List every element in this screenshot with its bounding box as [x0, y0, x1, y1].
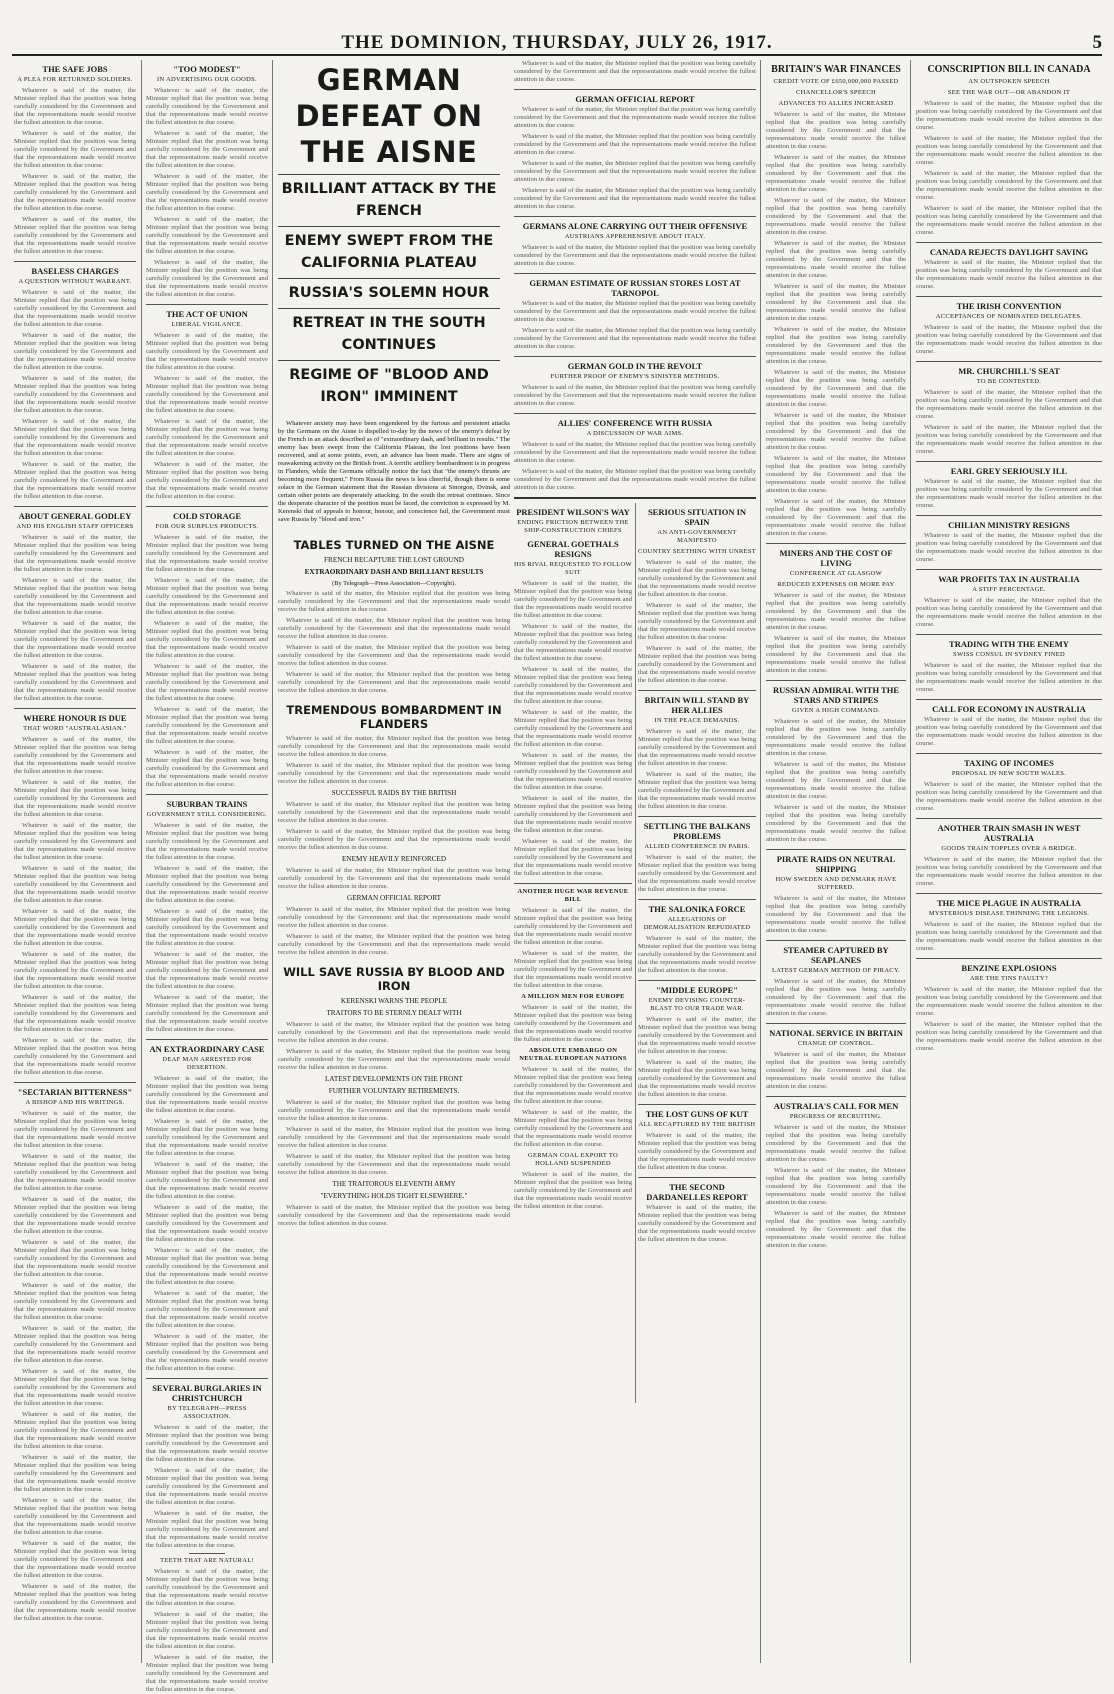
subhead: A QUESTION WITHOUT WARRANT.	[18, 278, 132, 285]
lead-story-block	[278, 60, 756, 1663]
column-6: PRESIDENT WILSON'S WAY ENDING FRICTION BETWEEN THE SHIP-CONSTRUCTION CHIEFS GENERAL GOETHALS RESIGNS HIS RIVAL REQUESTED TO FOLLOW SUIT Whatever is said of the matter, the Minister replied that the position was being carefully considered by the Government and that the representations made would receive the fullest attention in due course. Whatever is said of the matter, the Minister replied that the position was being carefully considered by the Government and that the representations made would receive the fullest attention in due course. Whatever is said of the matter, the Minister replied that the position was being carefully considered by the Government and that the representations made would receive the fullest attention in due course. Whatever is said of the matter, the Minister replied that the position was being carefully considered by the Government and that the representations made would receive the fullest attention in due course. Whatever is said of the matter, the Minister replied that the position was being carefully considered by the Government and that the representations made would receive the fullest attention in due course. Whatever is said of the matter, the Minister replied that the position was being carefully considered by the Government and that the representations made would receive the fullest attention in due course. Whatever is said of the matter, the Minister replied that the position was being carefully considered by the Government and that the representations made would receive the fullest attention in due course. ANOTHER HUGE WAR REVENUE BILL Whatever is said of the matter, the Minister replied that the position was being carefully considered by the Government and that the representations made would receive the fullest attention in due course. Whatever is said of the matter, the Minister replied that the position was being carefully considered by the Government and that the representations made would receive the fullest attention in due course. A MILLION MEN FOR EUROPE Whatever is said of the matter, the Minister replied that the position was being carefully considered by the Government and that the representations made would receive the fullest attention in due course. ABSOLUTE EMBARGO ON NEUTRAL EUROPEAN NATIONS Whatever is said of the matter, the Minister replied that the position was being carefully considered by the Government and that the representations made would receive the fullest attention in due course. Whatever is said of the matter, the Minister replied that the position was being carefully considered by the Government and that the representations made would receive the fullest attention in due course. GERMAN COAL EXPORT TO HOLLAND SUSPENDED Whatever is said of the matter, the Minister replied that the position was being carefully considered by the Government and that the representations made would receive the fullest attention in due course.	[514, 507, 632, 1210]
headline-cold-storage: COLD STORAGE	[172, 511, 242, 521]
headline-churchill: MR. CHURCHILL'S SEAT	[958, 366, 1060, 376]
headline-mice-plague: THE MICE PLAGUE IN AUSTRALIA	[936, 898, 1082, 908]
headline-extraordinary-case: AN EXTRAORDINARY CASE	[149, 1044, 265, 1054]
lead-story-body: TABLES TURNED ON THE AISNE FRENCH RECAPTURE THE LOST GROUND EXTRAORDINARY DASH AND BRILLIANT RESULTS (By Telegraph—Press Association—Copyright). Whatever is said of the matter, the Minister replied that the position was being carefully considered by the Government and that the representations made would receive the fullest attention in due course. Whatever is said of the matter, the Minister replied that the position was being carefully considered by the Government and that the representations made would receive the fullest attention in due course. Whatever is said of the matter, the Minister replied that the position was being carefully considered by the Government and that the representations made would receive the fullest attention in due course. Whatever is said of the matter, the Minister replied that the position was being carefully considered by the Government and that the representations made would receive the fullest attention in due course. TREMENDOUS BOMBARDMENT IN FLANDERS Whatever is said of the matter, the Minister replied that the position was being carefully considered by the Government and that the representations made would receive the fullest attention in due course. Whatever is said of the matter, the Minister replied that the position was being carefully considered by the Government and that the representations made would receive the fullest attention in due course. SUCCESSFUL RAIDS BY THE BRITISH Whatever is said of the matter, the Minister replied that the position was being carefully considered by the Government and that the representations made would receive the fullest attention in due course. Whatever is said of the matter, the Minister replied that the position was being carefully considered by the Government and that the representations made would receive the fullest attention in due course. ENEMY HEAVILY REINFORCED Whatever is said of the matter, the Minister replied that the position was being carefully considered by the Government and that the representations made would receive the fullest attention in due course. GERMAN OFFICIAL REPORT Whatever is said of the matter, the Minister replied that the position was being carefully considered by the Government and that the representations made would receive the fullest attention in due course. Whatever is said of the matter, the Minister replied that the position was being carefully considered by the Government and that the representations made would receive the fullest attention in due course. WILL SAVE RUSSIA BY BLOOD AND IRON KERENSKI WARNS THE PEOPLE TRAITORS TO BE STERNLY DEALT WITH Whatever is said of the matter, the Minister replied that the position was being carefully considered by the Government and that the representations made would receive the fullest attention in due course. Whatever is said of the matter, the Minister replied that the position was being carefully considered by the Government and that the representations made would receive the fullest attention in due course. LATEST DEVELOPMENTS ON THE FRONT FURTHER VOLUNTARY RETIREMENTS. Whatever is said of the matter, the Minister replied that the position was being carefully considered by the Government and that the representations made would receive the fullest attention in due course. Whatever is said of the matter, the Minister replied that the position was being carefully considered by the Government and that the representations made would receive the fullest attention in due course. Whatever is said of the matter, the Minister replied that the position was being carefully considered by the Government and that the representations made would receive the fullest attention in due course. THE TRAITOROUS ELEVENTH ARMY "EVERYTHING HOLDS TIGHT ELSEWHERE." Whatever is said of the matter, the Minister replied that the position was being carefully considered by the Government and that the representations made would receive the fullest attention in due course.	[278, 538, 510, 1227]
headline-irish-convention: THE IRISH CONVENTION	[956, 301, 1062, 311]
headline-deck-e: REGIME OF "BLOOD AND IRON" IMMINENT	[278, 360, 500, 408]
headline-russian-admiral: RUSSIAN ADMIRAL WITH THE STARS AND STRIPES	[772, 685, 900, 705]
headline-economy: CALL FOR ECONOMY IN AUSTRALIA	[932, 704, 1086, 714]
headline-honour: WHERE HONOUR IS DUE	[23, 713, 127, 723]
headline-kut: THE LOST GUNS OF KUT	[645, 1109, 749, 1119]
subhead: A BISHOP AND HIS WRITINGS.	[25, 1099, 125, 1106]
headline-general-godley: ABOUT GENERAL GODLEY	[18, 511, 132, 521]
headline-suburban-trains: SUBURBAN TRAINS	[166, 799, 248, 809]
headline-taxing-incomes: TAXING OF INCOMES	[964, 758, 1054, 768]
section-blood-and-iron: WILL SAVE RUSSIA BY BLOOD AND IRON	[283, 965, 505, 993]
column-9: CONSCRIPTION BILL IN CANADA AN OUTSPOKEN SPEECH SEE THE WAR OUT—OR ABANDON IT Whatever is said of the matter, the Minister replied that the position was being carefully considered by the Government and that the representations made would receive the fullest attention in due course. Whatever is said of the matter, the Minister replied that the position was being carefully considered by the Government and that the representations made would receive the fullest attention in due course. Whatever is said of the matter, the Minister replied that the position was being carefully considered by the Government and that the representations made would receive the fullest attention in due course. Whatever is said of the matter, the Minister replied that the position was being carefully considered by the Government and that the representations made would receive the fullest attention in due course. CANADA REJECTS DAYLIGHT SAVING Whatever is said of the matter, the Minister replied that the position was being carefully considered by the Government and that the representations made would receive the fullest attention in due course. THE IRISH CONVENTION ACCEPTANCES OF NOMINATED DELEGATES. Whatever is said of the matter, the Minister replied that the position was being carefully considered by the Government and that the representations made would receive the fullest attention in due course. MR. CHURCHILL'S SEAT TO BE CONTESTED. Whatever is said of the matter, the Minister replied that the position was being carefully considered by the Government and that the representations made would receive the fullest attention in due course. Whatever is said of the matter, the Minister replied that the position was being carefully considered by the Government and that the representations made would receive the fullest attention in due course. EARL GREY SERIOUSLY ILL Whatever is said of the matter, the Minister replied that the position was being carefully considered by the Government and that the representations made would receive the fullest attention in due course. CHILIAN MINISTRY RESIGNS Whatever is said of the matter, the Minister replied that the position was being carefully considered by the Government and that the representations made would receive the fullest attention in due course. WAR PROFITS TAX IN AUSTRALIA A STIFF PERCENTAGE. Whatever is said of the matter, the Minister replied that the position was being carefully considered by the Government and that the representations made would receive the fullest attention in due course. TRADING WITH THE ENEMY SWISS CONSUL IN SYDNEY FINED Whatever is said of the matter, the Minister replied that the position was being carefully considered by the Government and that the representations made would receive the fullest attention in due course. CALL FOR ECONOMY IN AUSTRALIA Whatever is said of the matter, the Minister replied that the position was being carefully considered by the Government and that the representations made would receive the fullest attention in due course. TAXING OF INCOMES PROPOSAL IN NEW SOUTH WALES. Whatever is said of the matter, the Minister replied that the position was being carefully considered by the Government and that the representations made would receive the fullest attention in due course. ANOTHER TRAIN SMASH IN WEST AUSTRALIA GOODS TRAIN TOPPLES OVER A BRIDGE. Whatever is said of the matter, the Minister replied that the position was being carefully considered by the Government and that the representations made would receive the fullest attention in due course. THE MICE PLAGUE IN AUSTRALIA MYSTERIOUS DISEASE THINNING THE LEGIONS. Whatever is said of the matter, the Minister replied that the position was being carefully considered by the Government and that the representations made would receive the fullest attention in due course. BENZINE EXPLOSIONS ARE THE TINS FAULTY? Whatever is said of the matter, the Minister replied that the position was being carefully considered by the Government and that the representations made would receive the fullest attention in due course. Whatever is said of the matter, the Minister replied that the position was being carefully considered by the Government and that the representations made would receive the fullest attention in due course.	[916, 64, 1102, 1052]
headline-german-report: GERMAN OFFICIAL REPORT	[575, 94, 695, 104]
subhead: A PLEA FOR RETURNED SOLDIERS.	[17, 76, 133, 83]
headline-dardanelles: THE SECOND DARDANELLES REPORT	[646, 1182, 748, 1202]
headline-pirate-raids: PIRATE RAIDS ON NEUTRAL SHIPPING	[776, 854, 896, 874]
column-rule	[760, 60, 761, 1663]
headline-burglaries: SEVERAL BURGLARIES IN CHRISTCHURCH	[152, 1383, 262, 1403]
masthead	[12, 28, 1102, 56]
headline-war-finances: BRITAIN'S WAR FINANCES	[771, 64, 901, 75]
headline-allies-conference: ALLIES' CONFERENCE WITH RUSSIA	[557, 418, 713, 428]
column-rule	[141, 60, 142, 1663]
column-1: THE SAFE JOBS A PLEA FOR RETURNED SOLDIERS. Whatever is said of the matter, the Minister replied that the position was being carefully considered by the Government and that the representations made would receive the fullest attention in due course. Whatever is said of the matter, the Minister replied that the position was being carefully considered by the Government and that the representations made would receive the fullest attention in due course. Whatever is said of the matter, the Minister replied that the position was being carefully considered by the Government and that the representations made would receive the fullest attention in due course. Whatever is said of the matter, the Minister replied that the position was being carefully considered by the Government and that the representations made would receive the fullest attention in due course. BASELESS CHARGES A QUESTION WITHOUT WARRANT. Whatever is said of the matter, the Minister replied that the position was being carefully considered by the Government and that the representations made would receive the fullest attention in due course. Whatever is said of the matter, the Minister replied that the position was being carefully considered by the Government and that the representations made would receive the fullest attention in due course. Whatever is said of the matter, the Minister replied that the position was being carefully considered by the Government and that the representations made would receive the fullest attention in due course. Whatever is said of the matter, the Minister replied that the position was being carefully considered by the Government and that the representations made would receive the fullest attention in due course. Whatever is said of the matter, the Minister replied that the position was being carefully considered by the Government and that the representations made would receive the fullest attention in due course. ABOUT GENERAL GODLEY AND HIS ENGLISH STAFF OFFICERS Whatever is said of the matter, the Minister replied that the position was being carefully considered by the Government and that the representations made would receive the fullest attention in due course. Whatever is said of the matter, the Minister replied that the position was being carefully considered by the Government and that the representations made would receive the fullest attention in due course. Whatever is said of the matter, the Minister replied that the position was being carefully considered by the Government and that the representations made would receive the fullest attention in due course. Whatever is said of the matter, the Minister replied that the position was being carefully considered by the Government and that the representations made would receive the fullest attention in due course. WHERE HONOUR IS DUE THAT WORD "AUSTRALASIAN." Whatever is said of the matter, the Minister replied that the position was being carefully considered by the Government and that the representations made would receive the fullest attention in due course. Whatever is said of the matter, the Minister replied that the position was being carefully considered by the Government and that the representations made would receive the fullest attention in due course. Whatever is said of the matter, the Minister replied that the position was being carefully considered by the Government and that the representations made would receive the fullest attention in due course. Whatever is said of the matter, the Minister replied that the position was being carefully considered by the Government and that the representations made would receive the fullest attention in due course. Whatever is said of the matter, the Minister replied that the position was being carefully considered by the Government and that the representations made would receive the fullest attention in due course. Whatever is said of the matter, the Minister replied that the position was being carefully considered by the Government and that the representations made would receive the fullest attention in due course. Whatever is said of the matter, the Minister replied that the position was being carefully considered by the Government and that the representations made would receive the fullest attention in due course. Whatever is said of the matter, the Minister replied that the position was being carefully considered by the Government and that the representations made would receive the fullest attention in due course. "SECTARIAN BITTERNESS" A BISHOP AND HIS WRITINGS. Whatever is said of the matter, the Minister replied that the position was being carefully considered by the Government and that the representations made would receive the fullest attention in due course. Whatever is said of the matter, the Minister replied that the position was being carefully considered by the Government and that the representations made would receive the fullest attention in due course. Whatever is said of the matter, the Minister replied that the position was being carefully considered by the Government and that the representations made would receive the fullest attention in due course. Whatever is said of the matter, the Minister replied that the position was being carefully considered by the Government and that the representations made would receive the fullest attention in due course. Whatever is said of the matter, the Minister replied that the position was being carefully considered by the Government and that the representations made would receive the fullest attention in due course. Whatever is said of the matter, the Minister replied that the position was being carefully considered by the Government and that the representations made would receive the fullest attention in due course. Whatever is said of the matter, the Minister replied that the position was being carefully considered by the Government and that the representations made would receive the fullest attention in due course. Whatever is said of the matter, the Minister replied that the position was being carefully considered by the Government and that the representations made would receive the fullest attention in due course. Whatever is said of the matter, the Minister replied that the position was being carefully considered by the Government and that the representations made would receive the fullest attention in due course. Whatever is said of the matter, the Minister replied that the position was being carefully considered by the Government and that the representations made would receive the fullest attention in due course. Whatever is said of the matter, the Minister replied that the position was being carefully considered by the Government and that the representations made would receive the fullest attention in due course. Whatever is said of the matter, the Minister replied that the position was being carefully considered by the Government and that the representations made would receive the fullest attention in due course.	[14, 64, 136, 1622]
subhead: AND HIS ENGLISH STAFF OFFICERS	[16, 523, 134, 530]
column-7: SERIOUS SITUATION IN SPAIN AN ANTI-GOVERNMENT MANIFESTO COUNTRY SEETHING WITH UNREST Whatever is said of the matter, the Minister replied that the position was being carefully considered by the Government and that the representations made would receive the fullest attention in due course. Whatever is said of the matter, the Minister replied that the position was being carefully considered by the Government and that the representations made would receive the fullest attention in due course. Whatever is said of the matter, the Minister replied that the position was being carefully considered by the Government and that the representations made would receive the fullest attention in due course. BRITAIN WILL STAND BY HER ALLIES IN THE PEACE DEMANDS. Whatever is said of the matter, the Minister replied that the position was being carefully considered by the Government and that the representations made would receive the fullest attention in due course. Whatever is said of the matter, the Minister replied that the position was being carefully considered by the Government and that the representations made would receive the fullest attention in due course. SETTLING THE BALKANS PROBLEMS ALLIED CONFERENCE IN PARIS. Whatever is said of the matter, the Minister replied that the position was being carefully considered by the Government and that the representations made would receive the fullest attention in due course. THE SALONIKA FORCE ALLEGATIONS OF DEMORALISATION REPUDIATED Whatever is said of the matter, the Minister replied that the position was being carefully considered by the Government and that the representations made would receive the fullest attention in due course. "MIDDLE EUROPE" ENEMY DEVISING COUNTER-BLAST TO OUR TRADE WAR. Whatever is said of the matter, the Minister replied that the position was being carefully considered by the Government and that the representations made would receive the fullest attention in due course. Whatever is said of the matter, the Minister replied that the position was being carefully considered by the Government and that the representations made would receive the fullest attention in due course. THE LOST GUNS OF KUT ALL RECAPTURED BY THE BRITISH Whatever is said of the matter, the Minister replied that the position was being carefully considered by the Government and that the representations made would receive the fullest attention in due course. THE SECOND DARDANELLES REPORT Whatever is said of the matter, the Minister replied that the position was being carefully considered by the Government and that the representations made would receive the fullest attention in due course.	[638, 507, 756, 1243]
headline-salonika: THE SALONIKA FORCE	[648, 904, 746, 914]
main-headline: GERMAN DEFEAT ON THE AISNE	[295, 63, 483, 169]
column-8: BRITAIN'S WAR FINANCES CREDIT VOTE OF £650,000,000 PASSED CHANCELLOR'S SPEECH ADVANCES TO ALLIES INCREASED Whatever is said of the matter, the Minister replied that the position was being carefully considered by the Government and that the representations made would receive the fullest attention in due course. Whatever is said of the matter, the Minister replied that the position was being carefully considered by the Government and that the representations made would receive the fullest attention in due course. Whatever is said of the matter, the Minister replied that the position was being carefully considered by the Government and that the representations made would receive the fullest attention in due course. Whatever is said of the matter, the Minister replied that the position was being carefully considered by the Government and that the representations made would receive the fullest attention in due course. Whatever is said of the matter, the Minister replied that the position was being carefully considered by the Government and that the representations made would receive the fullest attention in due course. Whatever is said of the matter, the Minister replied that the position was being carefully considered by the Government and that the representations made would receive the fullest attention in due course. Whatever is said of the matter, the Minister replied that the position was being carefully considered by the Government and that the representations made would receive the fullest attention in due course. Whatever is said of the matter, the Minister replied that the position was being carefully considered by the Government and that the representations made would receive the fullest attention in due course. Whatever is said of the matter, the Minister replied that the position was being carefully considered by the Government and that the representations made would receive the fullest attention in due course. Whatever is said of the matter, the Minister replied that the position was being carefully considered by the Government and that the representations made would receive the fullest attention in due course. MINERS AND THE COST OF LIVING CONFERENCE AT GLASGOW REDUCED EXPENSES OR MORE PAY Whatever is said of the matter, the Minister replied that the position was being carefully considered by the Government and that the representations made would receive the fullest attention in due course. Whatever is said of the matter, the Minister replied that the position was being carefully considered by the Government and that the representations made would receive the fullest attention in due course. RUSSIAN ADMIRAL WITH THE STARS AND STRIPES GIVEN A HIGH COMMAND. Whatever is said of the matter, the Minister replied that the position was being carefully considered by the Government and that the representations made would receive the fullest attention in due course. Whatever is said of the matter, the Minister replied that the position was being carefully considered by the Government and that the representations made would receive the fullest attention in due course. Whatever is said of the matter, the Minister replied that the position was being carefully considered by the Government and that the representations made would receive the fullest attention in due course. PIRATE RAIDS ON NEUTRAL SHIPPING HOW SWEDEN AND DENMARK HAVE SUFFERED. Whatever is said of the matter, the Minister replied that the position was being carefully considered by the Government and that the representations made would receive the fullest attention in due course. STEAMER CAPTURED BY SEAPLANES LATEST GERMAN METHOD OF PIRACY. Whatever is said of the matter, the Minister replied that the position was being carefully considered by the Government and that the representations made would receive the fullest attention in due course. NATIONAL SERVICE IN BRITAIN CHANGE OF CONTROL. Whatever is said of the matter, the Minister replied that the position was being carefully considered by the Government and that the representations made would receive the fullest attention in due course. AUSTRALIA'S CALL FOR MEN PROGRESS OF RECRUITING. Whatever is said of the matter, the Minister replied that the position was being carefully considered by the Government and that the representations made would receive the fullest attention in due course. Whatever is said of the matter, the Minister replied that the position was being carefully considered by the Government and that the representations made would receive the fullest attention in due course. Whatever is said of the matter, the Minister replied that the position was being carefully considered by the Government and that the representations made would receive the fullest attention in due course.	[766, 64, 906, 1249]
column-rule	[272, 60, 273, 1663]
headline-deck-c: RUSSIA'S SOLEMN HOUR	[278, 278, 500, 304]
headline-chilian-ministry: CHILIAN MINISTRY RESIGNS	[948, 520, 1070, 530]
headline-earl-grey: EARL GREY SERIOUSLY ILL	[950, 466, 1068, 476]
masthead-title: THE DOMINION, THURSDAY, JULY 26, 1917.	[341, 32, 773, 53]
headline-trading-enemy: TRADING WITH THE ENEMY	[949, 639, 1069, 649]
subhead: THAT WORD "AUSTRALASIAN."	[23, 725, 127, 732]
headline-benzine: BENZINE EXPLOSIONS	[961, 963, 1057, 973]
headline-german-gold: GERMAN GOLD IN THE REVOLT	[567, 361, 703, 371]
section-tables-turned: TABLES TURNED ON THE AISNE	[293, 538, 495, 552]
headline-national-service: NATIONAL SERVICE IN BRITAIN	[769, 1028, 903, 1038]
page-number: 5	[1092, 32, 1102, 53]
column-rule	[910, 60, 911, 1663]
headline-war-profits: WAR PROFITS TAX IN AUSTRALIA	[938, 574, 1080, 584]
headline-balkans: SETTLING THE BALKANS PROBLEMS	[643, 821, 751, 841]
headline-deck-a: BRILLIANT ATTACK BY THE FRENCH	[278, 174, 500, 222]
headline-tarnopol: GERMAN ESTIMATE OF RUSSIAN STORES LOST AT TARNOPOL	[529, 278, 741, 298]
lead-story	[278, 420, 748, 527]
headline-sectarian: "SECTARIAN BITTERNESS"	[17, 1087, 133, 1097]
headline-britain-allies: BRITAIN WILL STAND BY HER ALLIES	[644, 695, 750, 715]
column-2: "TOO MODEST" IN ADVERTISING OUR GOODS. Whatever is said of the matter, the Minister replied that the position was being carefully considered by the Government and that the representations made would receive the fullest attention in due course. Whatever is said of the matter, the Minister replied that the position was being carefully considered by the Government and that the representations made would receive the fullest attention in due course. Whatever is said of the matter, the Minister replied that the position was being carefully considered by the Government and that the representations made would receive the fullest attention in due course. Whatever is said of the matter, the Minister replied that the position was being carefully considered by the Government and that the representations made would receive the fullest attention in due course. Whatever is said of the matter, the Minister replied that the position was being carefully considered by the Government and that the representations made would receive the fullest attention in due course. THE ACT OF UNION LIBERAL VIGILANCE. Whatever is said of the matter, the Minister replied that the position was being carefully considered by the Government and that the representations made would receive the fullest attention in due course. Whatever is said of the matter, the Minister replied that the position was being carefully considered by the Government and that the representations made would receive the fullest attention in due course. Whatever is said of the matter, the Minister replied that the position was being carefully considered by the Government and that the representations made would receive the fullest attention in due course. Whatever is said of the matter, the Minister replied that the position was being carefully considered by the Government and that the representations made would receive the fullest attention in due course. COLD STORAGE FOR OUR SURPLUS PRODUCTS. Whatever is said of the matter, the Minister replied that the position was being carefully considered by the Government and that the representations made would receive the fullest attention in due course. Whatever is said of the matter, the Minister replied that the position was being carefully considered by the Government and that the representations made would receive the fullest attention in due course. Whatever is said of the matter, the Minister replied that the position was being carefully considered by the Government and that the representations made would receive the fullest attention in due course. Whatever is said of the matter, the Minister replied that the position was being carefully considered by the Government and that the representations made would receive the fullest attention in due course. Whatever is said of the matter, the Minister replied that the position was being carefully considered by the Government and that the representations made would receive the fullest attention in due course. Whatever is said of the matter, the Minister replied that the position was being carefully considered by the Government and that the representations made would receive the fullest attention in due course. SUBURBAN TRAINS GOVERNMENT STILL CONSIDERING. Whatever is said of the matter, the Minister replied that the position was being carefully considered by the Government and that the representations made would receive the fullest attention in due course. Whatever is said of the matter, the Minister replied that the position was being carefully considered by the Government and that the representations made would receive the fullest attention in due course. Whatever is said of the matter, the Minister replied that the position was being carefully considered by the Government and that the representations made would receive the fullest attention in due course. Whatever is said of the matter, the Minister replied that the position was being carefully considered by the Government and that the representations made would receive the fullest attention in due course. Whatever is said of the matter, the Minister replied that the position was being carefully considered by the Government and that the representations made would receive the fullest attention in due course. AN EXTRAORDINARY CASE DEAF MAN ARRESTED FOR DESERTION. Whatever is said of the matter, the Minister replied that the position was being carefully considered by the Government and that the representations made would receive the fullest attention in due course. Whatever is said of the matter, the Minister replied that the position was being carefully considered by the Government and that the representations made would receive the fullest attention in due course. Whatever is said of the matter, the Minister replied that the position was being carefully considered by the Government and that the representations made would receive the fullest attention in due course. Whatever is said of the matter, the Minister replied that the position was being carefully considered by the Government and that the representations made would receive the fullest attention in due course. Whatever is said of the matter, the Minister replied that the position was being carefully considered by the Government and that the representations made would receive the fullest attention in due course. Whatever is said of the matter, the Minister replied that the position was being carefully considered by the Government and that the representations made would receive the fullest attention in due course. Whatever is said of the matter, the Minister replied that the position was being carefully considered by the Government and that the representations made would receive the fullest attention in due course. SEVERAL BURGLARIES IN CHRISTCHURCH BY TELEGRAPH—PRESS ASSOCIATION. Whatever is said of the matter, the Minister replied that the position was being carefully considered by the Government and that the representations made would receive the fullest attention in due course. Whatever is said of the matter, the Minister replied that the position was being carefully considered by the Government and that the representations made would receive the fullest attention in due course. Whatever is said of the matter, the Minister replied that the position was being carefully considered by the Government and that the representations made would receive the fullest attention in due course. TEETH THAT ARE NATURAL! Whatever is said of the matter, the Minister replied that the position was being carefully considered by the Government and that the representations made would receive the fullest attention in due course. Whatever is said of the matter, the Minister replied that the position was being carefully considered by the Government and that the representations made would receive the fullest attention in due course. Whatever is said of the matter, the Minister replied that the position was being carefully considered by the Government and that the representations made would receive the fullest attention in due course.	[146, 64, 268, 1693]
headline-deck-b: ENEMY SWEPT FROM THE CALIFORNIA PLATEAU	[278, 226, 500, 274]
section-bombardment: TREMENDOUS BOMBARDMENT IN FLANDERS	[286, 703, 502, 731]
headline-act-of-union: THE ACT OF UNION	[166, 309, 248, 319]
headline-daylight-saving: CANADA REJECTS DAYLIGHT SAVING	[929, 247, 1089, 257]
headline-australia-men: AUSTRALIA'S CALL FOR MEN	[773, 1101, 899, 1111]
headline-deck-d: RETREAT IN THE SOUTH CONTINUES	[278, 308, 500, 356]
headline-steamer-captured: STEAMER CAPTURED BY SEAPLANES	[783, 945, 889, 965]
headline-too-modest: "TOO MODEST"	[173, 64, 241, 74]
headline-spain: SERIOUS SITUATION IN SPAIN	[647, 507, 747, 527]
headline-baseless-charges: BASELESS CHARGES	[31, 266, 119, 276]
headline-germans-alone: GERMANS ALONE CARRYING OUT THEIR OFFENSIVE	[522, 221, 748, 231]
column-5: Whatever is said of the matter, the Minister replied that the position was being carefully considered by the Government and that the representations made would receive the fullest attention in due course. GERMAN OFFICIAL REPORT Whatever is said of the matter, the Minister replied that the position was being carefully considered by the Government and that the representations made would receive the fullest attention in due course. Whatever is said of the matter, the Minister replied that the position was being carefully considered by the Government and that the representations made would receive the fullest attention in due course. Whatever is said of the matter, the Minister replied that the position was being carefully considered by the Government and that the representations made would receive the fullest attention in due course. Whatever is said of the matter, the Minister replied that the position was being carefully considered by the Government and that the representations made would receive the fullest attention in due course. GERMANS ALONE CARRYING OUT THEIR OFFENSIVE AUSTRIANS APPREHENSIVE ABOUT ITALY. Whatever is said of the matter, the Minister replied that the position was being carefully considered by the Government and that the representations made would receive the fullest attention in due course. GERMAN ESTIMATE OF RUSSIAN STORES LOST AT TARNOPOL Whatever is said of the matter, the Minister replied that the position was being carefully considered by the Government and that the representations made would receive the fullest attention in due course. Whatever is said of the matter, the Minister replied that the position was being carefully considered by the Government and that the representations made would receive the fullest attention in due course. GERMAN GOLD IN THE REVOLT FURTHER PROOF OF ENEMY'S SINISTER METHODS. Whatever is said of the matter, the Minister replied that the position was being carefully considered by the Government and that the representations made would receive the fullest attention in due course. ALLIES' CONFERENCE WITH RUSSIA A DISCUSSION OF WAR AIMS. Whatever is said of the matter, the Minister replied that the position was being carefully considered by the Government and that the representations made would receive the fullest attention in due course. Whatever is said of the matter, the Minister replied that the position was being carefully considered by the Government and that the representations made would receive the fullest attention in due course. PRESIDENT WILSON'S WAY ENDING FRICTION BETWEEN THE SHIP-CONSTRUCTION CHIEFS GENERAL GOETHALS RESIGNS HIS RIVAL REQUESTED TO FOLLOW SUIT Whatever is said of the matter, the Minister replied that the position was being carefully considered by the Government and that the representations made would receive the fullest attention in due course. Whatever is said of the matter, the Minister replied that the position was being carefully considered by the Government and that the representations made would receive the fullest attention in due course. Whatever is said of the matter, the Minister replied that the position was being carefully considered by the Government and that the representations made would receive the fullest attention in due course. Whatever is said of the matter, the Minister replied that the position was being carefully considered by the Government and that the representations made would receive the fullest attention in due course. Whatever is said of the matter, the Minister replied that the position was being carefully considered by the Government and that the representations made would receive the fullest attention in due course. Whatever is said of the matter, the Minister replied that the position was being carefully considered by the Government and that the representations made would receive the fullest attention in due course. Whatever is said of the matter, the Minister replied that the position was being carefully considered by the Government and that the representations made would receive the fullest attention in due course. ANOTHER HUGE WAR REVENUE BILL Whatever is said of the matter, the Minister replied that the position was being carefully considered by the Government and that the representations made would receive the fullest attention in due course. Whatever is said of the matter, the Minister replied that the position was being carefully considered by the Government and that the representations made would receive the fullest attention in due course. A MILLION MEN FOR EUROPE Whatever is said of the matter, the Minister replied that the position was being carefully considered by the Government and that the representations made would receive the fullest attention in due course. ABSOLUTE EMBARGO ON NEUTRAL EUROPEAN NATIONS Whatever is said of the matter, the Minister replied that the position was being carefully considered by the Government and that the representations made would receive the fullest attention in due course. Whatever is said of the matter, the Minister replied that the position was being carefully considered by the Government and that the representations made would receive the fullest attention in due course. GERMAN COAL EXPORT TO HOLLAND SUSPENDED Whatever is said of the matter, the Minister replied that the position was being carefully considered by the Government and that the representations made would receive the fullest attention in due course. SERIOUS SITUATION IN SPAIN AN ANTI-GOVERNMENT MANIFESTO COUNTRY SEETHING WITH UNREST Whatever is said of the matter, the Minister replied that the position was being carefully considered by the Government and that the representations made would receive the fullest attention in due course. Whatever is said of the matter, the Minister replied that the position was being carefully considered by the Government and that the representations made would receive the fullest attention in due course. Whatever is said of the matter, the Minister replied that the position was being carefully considered by the Government and that the representations made would receive the fullest attention in due course. BRITAIN WILL STAND BY HER ALLIES IN THE PEACE DEMANDS. Whatever is said of the matter, the Minister replied that the position was being carefully considered by the Government and that the representations made would receive the fullest attention in due course. Whatever is said of the matter, the Minister replied that the position was being carefully considered by the Government and that the representations made would receive the fullest attention in due course. SETTLING THE BALKANS PROBLEMS ALLIED CONFERENCE IN PARIS. Whatever is said of the matter, the Minister replied that the position was being carefully considered by the Government and that the representations made would receive the fullest attention in due course. THE SALONIKA FORCE ALLEGATIONS OF DEMORALISATION REPUDIATED Whatever is said of the matter, the Minister replied that the position was being carefully considered by the Government and that the representations made would receive the fullest attention in due course. "MIDDLE EUROPE" ENEMY DEVISING COUNTER-BLAST TO OUR TRADE WAR. Whatever is said of the matter, the Minister replied that the position was being carefully considered by the Government and that the representations made would receive the fullest attention in due course. Whatever is said of the matter, the Minister replied that the position was being carefully considered by the Government and that the representations made would receive the fullest attention in due course. THE LOST GUNS OF KUT ALL RECAPTURED BY THE BRITISH Whatever is said of the matter, the Minister replied that the position was being carefully considered by the Government and that the representations made would receive the fullest attention in due course. THE SECOND DARDANELLES REPORT Whatever is said of the matter, the Minister replied that the position was being carefully considered by the Government and that the representations made would receive the fullest attention in due course.	[514, 60, 756, 1663]
headline-safe-jobs: THE SAFE JOBS	[42, 64, 108, 74]
headline-wilson: PRESIDENT WILSON'S WAY	[516, 507, 630, 517]
headline-train-smash: ANOTHER TRAIN SMASH IN WEST AUSTRALIA	[937, 823, 1081, 843]
lead-intro: Whatever anxiety may have been engendered by the furious and persistent attacks by the Germans on the Aisne is dispelled to-day by the news of the enemy's defeat by the French in an attack described as of "extraordinary dash, and brilliant in results." The enemy has been swept from the California Plateau, the lost positions have been recovered, and at some points, even, an advance has been made. There are signs of reawakening activity on the British front. A terrific artillery bombardment is in progress in Flanders, while the Germans officially notice the fact that "the enemy's thrusts are becoming more frequent." From Russia the news is less cheerful, though there is some solace in the German statement that the Russian divisions at Smorgon, Dvinsk, and certain other points are desperately attacking. In the south the retreat continues. Since the desperate character of the position must be faced, the conviction is expressed by M. Kerenski that of appeals to honour, honour, and conscience fail, the Government must save Russia by "blood and iron."	[278, 420, 510, 523]
headline-conscription-canada: CONSCRIPTION BILL IN CANADA	[927, 64, 1091, 75]
headline-miners: MINERS AND THE COST OF LIVING	[779, 548, 893, 568]
headline-middle-europe: "MIDDLE EUROPE"	[656, 985, 738, 995]
